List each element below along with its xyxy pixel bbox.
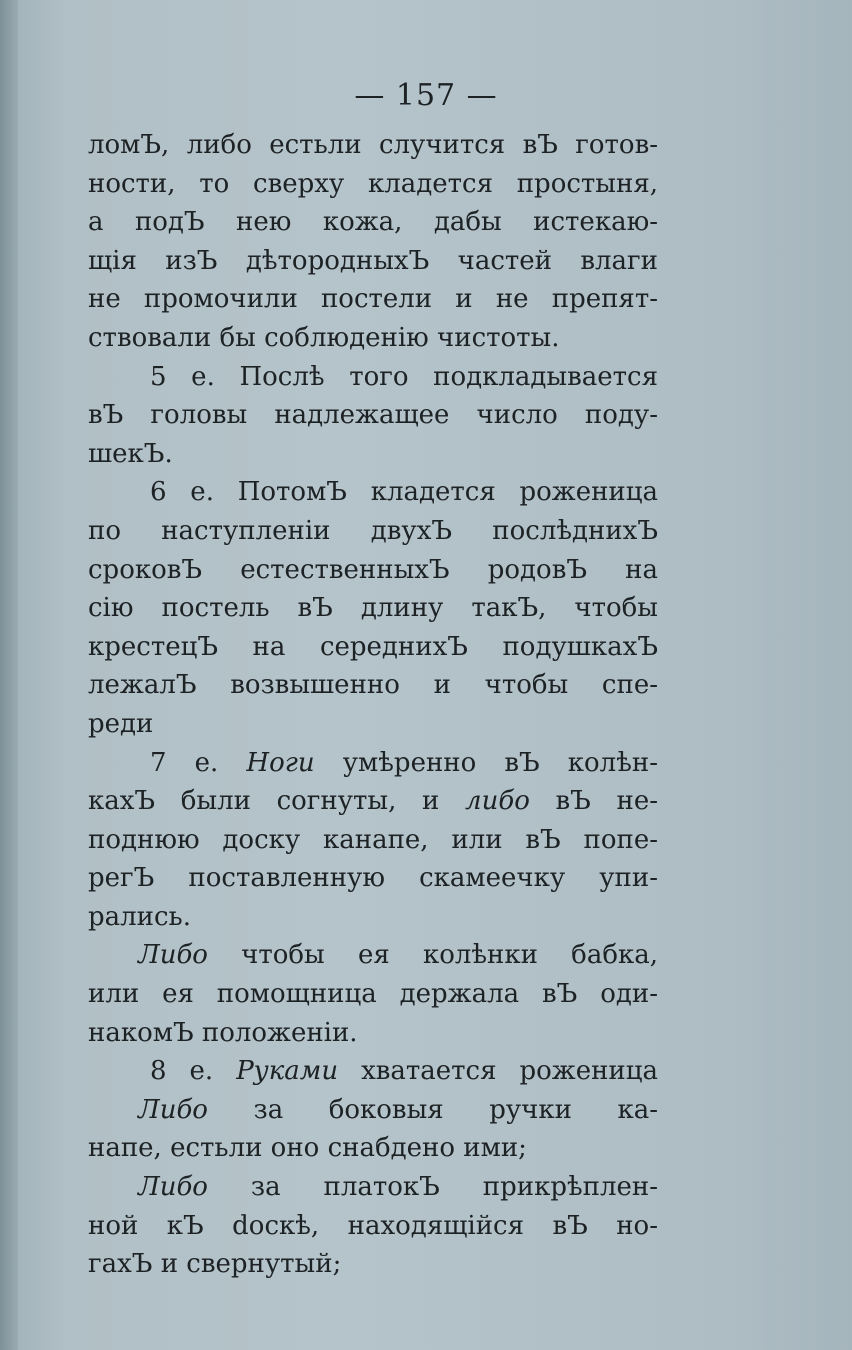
text-line: а подЪ нею кожа, дабы истекаю-: [88, 207, 658, 238]
text-run: умѣренно вЪ колѣн-: [314, 747, 658, 778]
text-line: регЪ поставленную скамеечку упи-: [88, 863, 658, 894]
text-run: за платокЪ прикрѣплен-: [207, 1172, 658, 1203]
text-run: 7 е.: [150, 747, 247, 778]
text-line: щія изЪ дѣтородныхЪ частей влаги: [88, 245, 658, 276]
text-line: по наступленіи двухЪ послѣднихЪ: [88, 515, 658, 546]
paragraph-line: [88, 936, 658, 975]
text-line: накомЪ положеніи.: [88, 1017, 358, 1048]
text-line: ломЪ, либо естьли случится вЪ готов-: [88, 130, 658, 160]
text-run: чтобы ея колѣнки бабка,: [207, 940, 658, 971]
page-gutter-shadow: [0, 0, 18, 1350]
text-line: шекЪ.: [88, 438, 173, 469]
text-run: кахЪ были согнуты, и: [88, 786, 466, 817]
text-line: вЪ головы надлежащее число поду-: [88, 400, 658, 431]
text-line: сію постель вЪ длину такЪ, чтобы: [88, 593, 658, 624]
italic-term: Либо: [138, 1172, 208, 1203]
paragraph-7-line: [88, 744, 658, 783]
text-line: лежалЪ возвышенно и чтобы спе-: [88, 670, 658, 701]
text-line: ствовали бы соблюденію чистоты.: [88, 322, 560, 353]
text-line: рались.: [88, 901, 191, 932]
body-text: [88, 126, 658, 1284]
text-line: гахЪ и свернутый;: [88, 1249, 342, 1280]
text-line: напе, естьли оно снабдено ими;: [88, 1133, 527, 1164]
paragraph-5-line: 5 е. Послѣ того подкладывается: [150, 361, 658, 392]
text-line: или ея помощница держала вЪ оди-: [88, 979, 658, 1010]
text-line: крестецЪ на середнихЪ подушкахЪ: [88, 631, 658, 662]
text-line: сроковЪ естественныхЪ родовЪ на: [88, 554, 658, 585]
text-line: [88, 782, 658, 821]
text-line: ной кЪ doскѣ, находящійся вЪ но-: [88, 1210, 658, 1241]
italic-term: Ноги: [246, 747, 315, 778]
text-line: не промочили постели и не препят-: [88, 284, 658, 315]
italic-term: Либо: [138, 940, 208, 971]
italic-term: Либо: [138, 1094, 208, 1125]
paragraph-8-line: [88, 1052, 658, 1091]
text-run: вЪ не-: [529, 786, 658, 817]
italic-term: либо: [465, 786, 530, 817]
paragraph-6-line: 6 е. ПотомЪ кладется роженица: [150, 477, 658, 508]
paragraph-line: [88, 1168, 658, 1207]
italic-term: Руками: [236, 1056, 339, 1087]
text-run: хватается роженица: [338, 1056, 658, 1087]
text-line: ности, то сверху кладется простыня,: [88, 168, 658, 199]
text-line: поднюю доску канапе, или вЪ попе-: [88, 824, 658, 855]
text-run: за боковыя ручки ка-: [207, 1094, 658, 1125]
paragraph-line: [88, 1091, 658, 1130]
text-run: 8 е.: [150, 1056, 237, 1087]
page-number-header: — 157 —: [354, 78, 498, 113]
text-line: реди: [88, 708, 154, 739]
